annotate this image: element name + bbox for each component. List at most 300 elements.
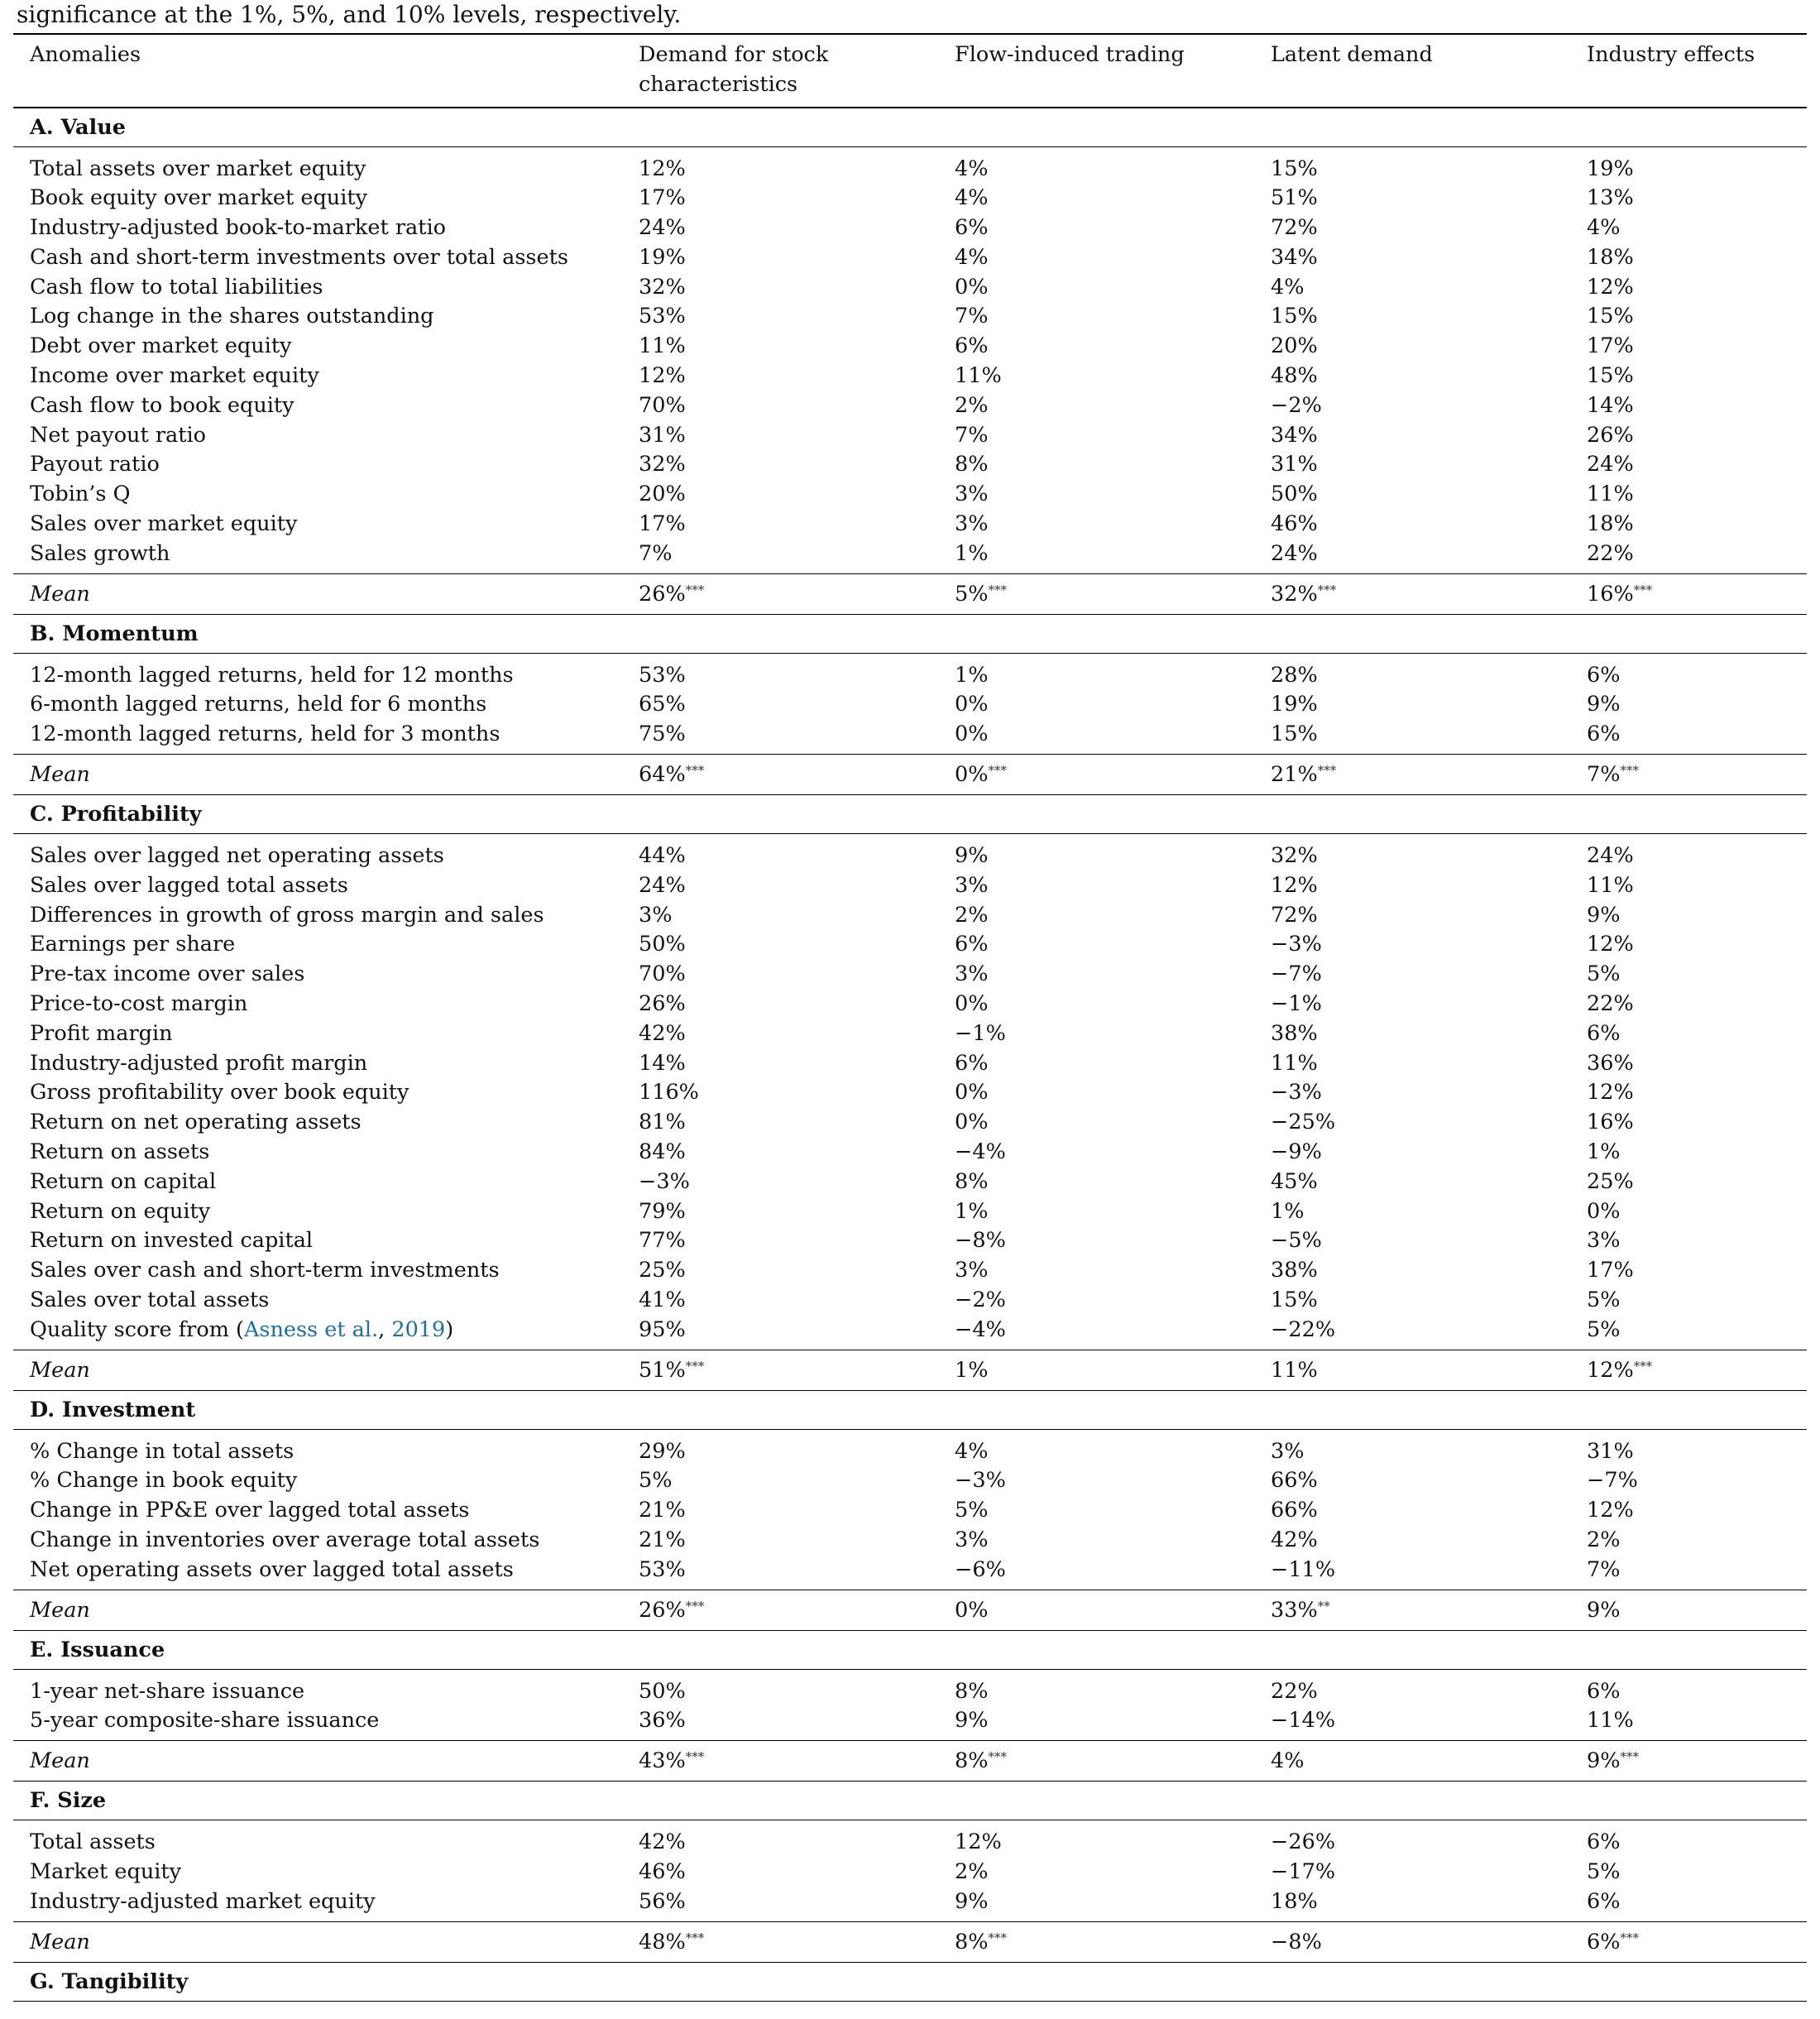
table-row bbox=[13, 653, 1807, 690]
anomaly-label bbox=[13, 1858, 622, 1887]
anomaly-label bbox=[13, 1197, 622, 1227]
anomaly-label bbox=[13, 421, 622, 451]
value-cell: 3% bbox=[955, 1527, 989, 1552]
value-cell: 0% bbox=[1587, 1198, 1621, 1224]
anomaly-label-text: Sales over cash and short-term investments bbox=[30, 1258, 500, 1283]
anomaly-label: Quality score from (Asness et al., 2019) bbox=[30, 1316, 454, 1342]
value-cell: 3% bbox=[955, 872, 989, 898]
value-cell: 0% bbox=[955, 692, 989, 717]
anomaly-label-text: Sales over market equity bbox=[30, 511, 298, 537]
value-cell: 34% bbox=[1271, 244, 1318, 270]
table-row bbox=[13, 362, 1807, 391]
value-cell: 50% bbox=[639, 932, 686, 957]
significance-stars: *** bbox=[685, 1598, 705, 1614]
value-cell: 3% bbox=[955, 511, 989, 537]
value-cell: 2% bbox=[955, 392, 989, 418]
anomaly-label bbox=[13, 391, 622, 421]
anomaly-label bbox=[13, 362, 622, 391]
anomaly-label-text: Return on equity bbox=[30, 1198, 211, 1224]
anomaly-label bbox=[13, 990, 622, 1019]
anomaly-label bbox=[13, 146, 622, 184]
mean-value: 32% bbox=[1271, 581, 1318, 607]
value-cell: 6% bbox=[1587, 1830, 1621, 1855]
value-cell: 15% bbox=[1587, 363, 1634, 389]
value-cell: 16% bbox=[1587, 1110, 1634, 1135]
value-cell: 70% bbox=[639, 392, 686, 418]
value-cell: 9% bbox=[955, 1708, 989, 1734]
mean-label: Mean bbox=[13, 755, 622, 795]
value-cell: 24% bbox=[639, 872, 686, 898]
mean-value-cell bbox=[622, 1921, 938, 1962]
table-row bbox=[13, 1466, 1807, 1496]
anomaly-label bbox=[13, 930, 622, 960]
mean-value-cell bbox=[1254, 755, 1570, 795]
value-cell: 4% bbox=[955, 1438, 989, 1464]
mean-value: 51% bbox=[639, 1357, 686, 1383]
value-cell: 12% bbox=[1587, 932, 1634, 957]
value-cell: 12% bbox=[639, 363, 686, 389]
value-cell: 22% bbox=[1587, 540, 1634, 566]
mean-value-cell bbox=[1254, 1921, 1570, 1962]
anomaly-label-text: Log change in the shares outstanding bbox=[30, 304, 434, 329]
value-cell: 4% bbox=[955, 156, 989, 181]
value-cell: 44% bbox=[639, 843, 686, 869]
table-row bbox=[13, 332, 1807, 362]
significance-stars: *** bbox=[1317, 763, 1337, 779]
anomaly-label-text: Net payout ratio bbox=[30, 422, 206, 448]
mean-value: −8% bbox=[1271, 1929, 1322, 1954]
value-cell: 19% bbox=[1587, 156, 1634, 181]
anomaly-label-text: Return on capital bbox=[30, 1168, 217, 1194]
value-cell: 28% bbox=[1271, 662, 1318, 688]
anomaly-label-text: Return on invested capital bbox=[30, 1228, 314, 1254]
value-cell: 38% bbox=[1271, 1020, 1318, 1046]
value-cell: −22% bbox=[1271, 1316, 1336, 1342]
table-row bbox=[13, 1078, 1807, 1108]
section-title: C. Profitability bbox=[13, 795, 1807, 834]
anomaly-label-text: Payout ratio bbox=[30, 452, 160, 477]
table-row bbox=[13, 1858, 1807, 1887]
mean-value: 21% bbox=[1271, 762, 1318, 788]
value-cell: 24% bbox=[1587, 452, 1634, 477]
anomaly-label bbox=[13, 1556, 622, 1590]
value-cell: 50% bbox=[1271, 482, 1318, 507]
value-cell: 75% bbox=[639, 722, 686, 747]
value-cell: 17% bbox=[639, 511, 686, 537]
anomaly-label-text: Industry-adjusted market equity bbox=[30, 1888, 376, 1914]
value-cell: 5% bbox=[639, 1468, 673, 1494]
value-cell: −25% bbox=[1271, 1110, 1336, 1135]
mean-label: Mean bbox=[13, 573, 622, 614]
value-cell: 6% bbox=[955, 1050, 989, 1076]
table-row bbox=[13, 1526, 1807, 1556]
value-cell: −17% bbox=[1271, 1858, 1336, 1884]
table-row bbox=[13, 720, 1807, 754]
value-cell: 84% bbox=[639, 1139, 686, 1165]
anomaly-label-text: % Change in book equity bbox=[30, 1468, 298, 1494]
anomaly-label bbox=[13, 302, 622, 332]
value-cell: −4% bbox=[955, 1139, 1006, 1165]
value-cell: 32% bbox=[639, 452, 686, 477]
anomaly-label-text: Total assets over market equity bbox=[30, 156, 366, 181]
section-header-row bbox=[13, 1782, 1807, 1820]
table-row bbox=[13, 540, 1807, 573]
mean-row bbox=[13, 1350, 1807, 1390]
value-cell: 2% bbox=[1587, 1527, 1621, 1552]
value-cell: 18% bbox=[1271, 1888, 1318, 1914]
table-row bbox=[13, 901, 1807, 931]
anomaly-label-text: 6-month lagged returns, held for 6 months bbox=[30, 692, 487, 717]
value-cell: 4% bbox=[1587, 215, 1621, 241]
value-cell: 45% bbox=[1271, 1168, 1318, 1194]
anomaly-label bbox=[13, 960, 622, 990]
value-cell: 9% bbox=[955, 1888, 989, 1914]
value-cell: 0% bbox=[955, 1080, 989, 1105]
value-cell: 5% bbox=[1587, 1858, 1621, 1884]
value-cell: 66% bbox=[1271, 1498, 1318, 1523]
value-cell: 26% bbox=[1587, 422, 1634, 448]
anomaly-label bbox=[13, 480, 622, 510]
value-cell: 7% bbox=[639, 540, 673, 566]
mean-label: Mean bbox=[13, 1590, 622, 1630]
anomaly-label-text: Market equity bbox=[30, 1858, 182, 1884]
value-cell: −7% bbox=[1587, 1468, 1638, 1494]
value-cell: 17% bbox=[639, 185, 686, 211]
section-header-row bbox=[13, 614, 1807, 653]
value-cell: 9% bbox=[1587, 692, 1621, 717]
mean-value: 9% bbox=[1587, 1597, 1621, 1623]
anomaly-label bbox=[13, 1078, 622, 1108]
value-cell: 79% bbox=[639, 1198, 686, 1224]
mean-value: 48% bbox=[639, 1929, 686, 1954]
mean-value-cell bbox=[1570, 573, 1807, 614]
value-cell: −3% bbox=[639, 1168, 690, 1194]
anomaly-label-text: Quality score from bbox=[30, 1316, 236, 1342]
significance-stars: *** bbox=[685, 582, 705, 597]
anomaly-label-text: Total assets bbox=[30, 1830, 156, 1855]
citation-author-link[interactable]: Asness et al. bbox=[243, 1316, 379, 1342]
table-row bbox=[13, 834, 1807, 871]
value-cell: 12% bbox=[955, 1830, 1002, 1855]
table-row bbox=[13, 930, 1807, 960]
value-cell: 53% bbox=[639, 662, 686, 688]
value-cell: 77% bbox=[639, 1228, 686, 1254]
anomaly-label-text: Industry-adjusted profit margin bbox=[30, 1050, 368, 1076]
value-cell: 0% bbox=[955, 1110, 989, 1135]
value-cell: 12% bbox=[1587, 274, 1634, 300]
value-cell: 15% bbox=[1271, 156, 1318, 181]
table-row bbox=[13, 990, 1807, 1019]
table-row bbox=[13, 480, 1807, 510]
anomaly-label-text: Cash flow to total liabilities bbox=[30, 274, 323, 300]
value-cell: 32% bbox=[1271, 843, 1318, 869]
anomaly-label bbox=[13, 834, 622, 871]
anomaly-label-text: Industry-adjusted book-to-market ratio bbox=[30, 215, 446, 241]
table-row bbox=[13, 1887, 1807, 1921]
value-cell: 20% bbox=[639, 482, 686, 507]
table-row bbox=[13, 1496, 1807, 1526]
value-cell: 3% bbox=[955, 962, 989, 987]
significance-stars: *** bbox=[988, 1749, 1007, 1765]
mean-value-cell bbox=[1570, 1590, 1807, 1630]
value-cell: 26% bbox=[639, 991, 686, 1017]
section-title: A. Value bbox=[13, 108, 1807, 146]
significance-stars: *** bbox=[685, 763, 705, 779]
anomaly-label-text: 12-month lagged returns, held for 12 months bbox=[30, 662, 514, 688]
mean-value-cell bbox=[1254, 1350, 1570, 1390]
anomaly-label-text: Price-to-cost margin bbox=[30, 991, 248, 1017]
table-row bbox=[13, 1168, 1807, 1197]
mean-value: 11% bbox=[1271, 1357, 1318, 1383]
value-cell: 31% bbox=[639, 422, 686, 448]
value-cell: 41% bbox=[639, 1288, 686, 1312]
value-cell: 14% bbox=[639, 1050, 686, 1076]
value-cell: 22% bbox=[1587, 991, 1634, 1017]
table-row bbox=[13, 1049, 1807, 1079]
value-cell: 18% bbox=[1587, 244, 1634, 270]
value-cell: 12% bbox=[639, 156, 686, 181]
anomaly-label bbox=[13, 1669, 622, 1706]
mean-value-cell bbox=[1254, 1741, 1570, 1782]
value-cell: 12% bbox=[1587, 1080, 1634, 1105]
value-cell: 70% bbox=[639, 962, 686, 987]
value-cell: 12% bbox=[1271, 872, 1318, 898]
anomaly-label bbox=[13, 243, 622, 273]
significance-stars: *** bbox=[1620, 763, 1639, 779]
value-cell: −8% bbox=[955, 1228, 1006, 1254]
value-cell: 50% bbox=[639, 1678, 686, 1704]
mean-value: 16% bbox=[1587, 581, 1634, 607]
mean-value-cell bbox=[1570, 755, 1807, 795]
value-cell: 6% bbox=[1587, 1020, 1621, 1046]
value-cell: 6% bbox=[1587, 1678, 1621, 1704]
mean-row bbox=[13, 755, 1807, 795]
table-row bbox=[13, 1706, 1807, 1740]
table-row bbox=[13, 1820, 1807, 1858]
anomaly-label-text: Return on assets bbox=[30, 1139, 210, 1165]
value-cell: 8% bbox=[955, 452, 989, 477]
column-header-industry-effects: Industry effects bbox=[1570, 34, 1807, 108]
significance-stars: *** bbox=[988, 763, 1007, 779]
mean-value-cell bbox=[938, 1921, 1254, 1962]
value-cell: 11% bbox=[1587, 872, 1634, 898]
mean-value-cell bbox=[938, 1350, 1254, 1390]
mean-value: 8% bbox=[955, 1748, 989, 1774]
table-row bbox=[13, 1256, 1807, 1286]
value-cell: 2% bbox=[955, 902, 989, 928]
significance-stars: *** bbox=[1620, 1749, 1639, 1765]
value-cell: 31% bbox=[1587, 1438, 1634, 1464]
value-cell: 24% bbox=[1271, 540, 1318, 566]
value-cell: 32% bbox=[639, 274, 686, 300]
value-cell: 1% bbox=[955, 662, 989, 688]
anomaly-label-text: Sales growth bbox=[30, 540, 170, 566]
anomaly-label-text: Earnings per share bbox=[30, 932, 236, 957]
mean-value-cell bbox=[1254, 1590, 1570, 1630]
value-cell: −3% bbox=[1271, 932, 1322, 957]
anomaly-label bbox=[13, 273, 622, 303]
value-cell: 7% bbox=[955, 304, 989, 329]
table-row bbox=[13, 510, 1807, 540]
value-cell: 6% bbox=[1587, 662, 1621, 688]
mean-value-cell bbox=[1570, 1741, 1807, 1782]
table-row bbox=[13, 871, 1807, 901]
section-title: F. Size bbox=[13, 1782, 1807, 1820]
table-row bbox=[13, 421, 1807, 451]
anomaly-label bbox=[13, 213, 622, 243]
mean-value-cell bbox=[1570, 1350, 1807, 1390]
value-cell: −26% bbox=[1271, 1830, 1336, 1855]
mean-value: 12% bbox=[1587, 1357, 1634, 1383]
table-row bbox=[13, 1226, 1807, 1256]
value-cell: 4% bbox=[955, 185, 989, 211]
value-cell: 25% bbox=[639, 1258, 686, 1283]
column-header-demand-for-stock-characteristics: Demand for stock characteristics bbox=[622, 34, 938, 108]
anomaly-label-text: 1-year net-share issuance bbox=[30, 1678, 305, 1704]
table-row bbox=[13, 1429, 1807, 1466]
mean-value-cell bbox=[622, 755, 938, 795]
anomaly-label-text: 12-month lagged returns, held for 3 months bbox=[30, 722, 500, 747]
value-cell: 48% bbox=[1271, 363, 1318, 389]
anomaly-label-text: Debt over market equity bbox=[30, 333, 292, 359]
value-cell: 38% bbox=[1271, 1258, 1318, 1283]
anomaly-label-text: % Change in total assets bbox=[30, 1438, 295, 1464]
anomaly-label bbox=[13, 1168, 622, 1197]
value-cell: −9% bbox=[1271, 1139, 1322, 1165]
significance-stars: *** bbox=[685, 1930, 705, 1945]
anomaly-label-text: Sales over lagged total assets bbox=[30, 872, 348, 898]
mean-value-cell bbox=[622, 1350, 938, 1390]
value-cell: −4% bbox=[955, 1316, 1006, 1342]
anomaly-label bbox=[13, 1256, 622, 1286]
value-cell: 95% bbox=[639, 1316, 686, 1342]
value-cell: −11% bbox=[1271, 1556, 1336, 1582]
table-row bbox=[13, 960, 1807, 990]
section-title: G. Tangibility bbox=[13, 1962, 1807, 2001]
citation-year-link[interactable]: 2019 bbox=[391, 1316, 446, 1342]
mean-value-cell bbox=[622, 1741, 938, 1782]
table-caption-tail: significance at the 1%, 5%, and 10% levels, respectively. bbox=[17, 1, 682, 28]
anomaly-label bbox=[13, 1820, 622, 1858]
anomaly-label-text: Change in PP&E over lagged total assets bbox=[30, 1498, 470, 1523]
value-cell: 21% bbox=[639, 1498, 686, 1523]
value-cell: 42% bbox=[1271, 1527, 1318, 1552]
value-cell: 42% bbox=[639, 1830, 686, 1855]
table-row bbox=[13, 184, 1807, 213]
anomaly-label bbox=[13, 1466, 622, 1496]
value-cell: 0% bbox=[955, 722, 989, 747]
anomaly-label-text: Cash and short-term investments over total assets bbox=[30, 244, 568, 270]
section-title: B. Momentum bbox=[13, 614, 1807, 653]
value-cell: 11% bbox=[955, 363, 1002, 389]
value-cell: −6% bbox=[955, 1556, 1006, 1582]
anomaly-label bbox=[13, 1019, 622, 1049]
anomaly-label-text: Sales over lagged net operating assets bbox=[30, 843, 444, 869]
anomaly-label-text: Change in inventories over average total assets bbox=[30, 1527, 540, 1552]
anomaly-label-text: Return on net operating assets bbox=[30, 1110, 362, 1135]
table-row bbox=[13, 1556, 1807, 1590]
anomaly-label bbox=[13, 450, 622, 480]
anomaly-label bbox=[13, 1526, 622, 1556]
value-cell: 14% bbox=[1587, 392, 1634, 418]
value-cell: −1% bbox=[1271, 991, 1322, 1017]
column-header-row bbox=[13, 34, 1807, 108]
table-row bbox=[13, 1286, 1807, 1316]
value-cell: 8% bbox=[955, 1168, 989, 1194]
value-cell: 15% bbox=[1271, 722, 1318, 747]
value-cell: 6% bbox=[955, 333, 989, 359]
value-cell: 11% bbox=[1271, 1050, 1318, 1076]
mean-value-cell bbox=[938, 1590, 1254, 1630]
value-cell: 6% bbox=[1587, 1888, 1621, 1914]
anomaly-label bbox=[13, 1429, 622, 1466]
section-header-row bbox=[13, 1630, 1807, 1669]
value-cell: 20% bbox=[1271, 333, 1318, 359]
value-cell: 46% bbox=[639, 1858, 686, 1884]
anomalies-decomposition-table bbox=[13, 33, 1807, 2002]
section-title: D. Investment bbox=[13, 1390, 1807, 1429]
mean-value-cell bbox=[1254, 573, 1570, 614]
value-cell: 7% bbox=[1587, 1556, 1621, 1582]
anomaly-label-text: Income over market equity bbox=[30, 363, 319, 389]
section-header-row bbox=[13, 1962, 1807, 2001]
mean-row bbox=[13, 1741, 1807, 1782]
significance-stars: *** bbox=[685, 1358, 705, 1374]
mean-value-cell bbox=[938, 755, 1254, 795]
table-row bbox=[13, 1316, 1807, 1350]
significance-stars: *** bbox=[1317, 582, 1337, 597]
mean-label: Mean bbox=[13, 1350, 622, 1390]
mean-row bbox=[13, 1590, 1807, 1630]
table-row bbox=[13, 1108, 1807, 1138]
value-cell: 19% bbox=[639, 244, 686, 270]
anomaly-label-text: Book equity over market equity bbox=[30, 185, 368, 211]
section-header-row bbox=[13, 795, 1807, 834]
mean-value: 33% bbox=[1271, 1597, 1318, 1623]
anomaly-label bbox=[13, 332, 622, 362]
value-cell: 3% bbox=[1587, 1228, 1621, 1254]
value-cell: 11% bbox=[639, 333, 686, 359]
table-row bbox=[13, 1019, 1807, 1049]
value-cell: 17% bbox=[1587, 333, 1634, 359]
value-cell: −3% bbox=[1271, 1080, 1322, 1105]
anomaly-label bbox=[13, 1226, 622, 1256]
mean-value-cell bbox=[938, 573, 1254, 614]
significance-stars: *** bbox=[685, 1749, 705, 1765]
value-cell: 8% bbox=[955, 1678, 989, 1704]
value-cell: −2% bbox=[955, 1288, 1006, 1312]
value-cell: 15% bbox=[1587, 304, 1634, 329]
anomaly-label bbox=[13, 1108, 622, 1138]
mean-value: 1% bbox=[955, 1357, 989, 1383]
anomaly-label bbox=[13, 690, 622, 720]
value-cell: 9% bbox=[1587, 902, 1621, 928]
table-row bbox=[13, 302, 1807, 332]
significance-stars: *** bbox=[988, 582, 1007, 597]
anomaly-label bbox=[13, 540, 622, 573]
value-cell: 65% bbox=[639, 692, 686, 717]
mean-row bbox=[13, 1921, 1807, 1962]
value-cell: 5% bbox=[1587, 962, 1621, 987]
mean-value: 4% bbox=[1271, 1748, 1305, 1774]
value-cell: 3% bbox=[1271, 1438, 1305, 1464]
value-cell: 24% bbox=[1587, 843, 1634, 869]
column-header-flow-induced-trading: Flow-induced trading bbox=[938, 34, 1254, 108]
anomaly-label-text: 5-year composite-share issuance bbox=[30, 1708, 380, 1734]
table-row bbox=[13, 146, 1807, 184]
mean-value: 0% bbox=[955, 762, 989, 788]
anomaly-label bbox=[13, 901, 622, 931]
